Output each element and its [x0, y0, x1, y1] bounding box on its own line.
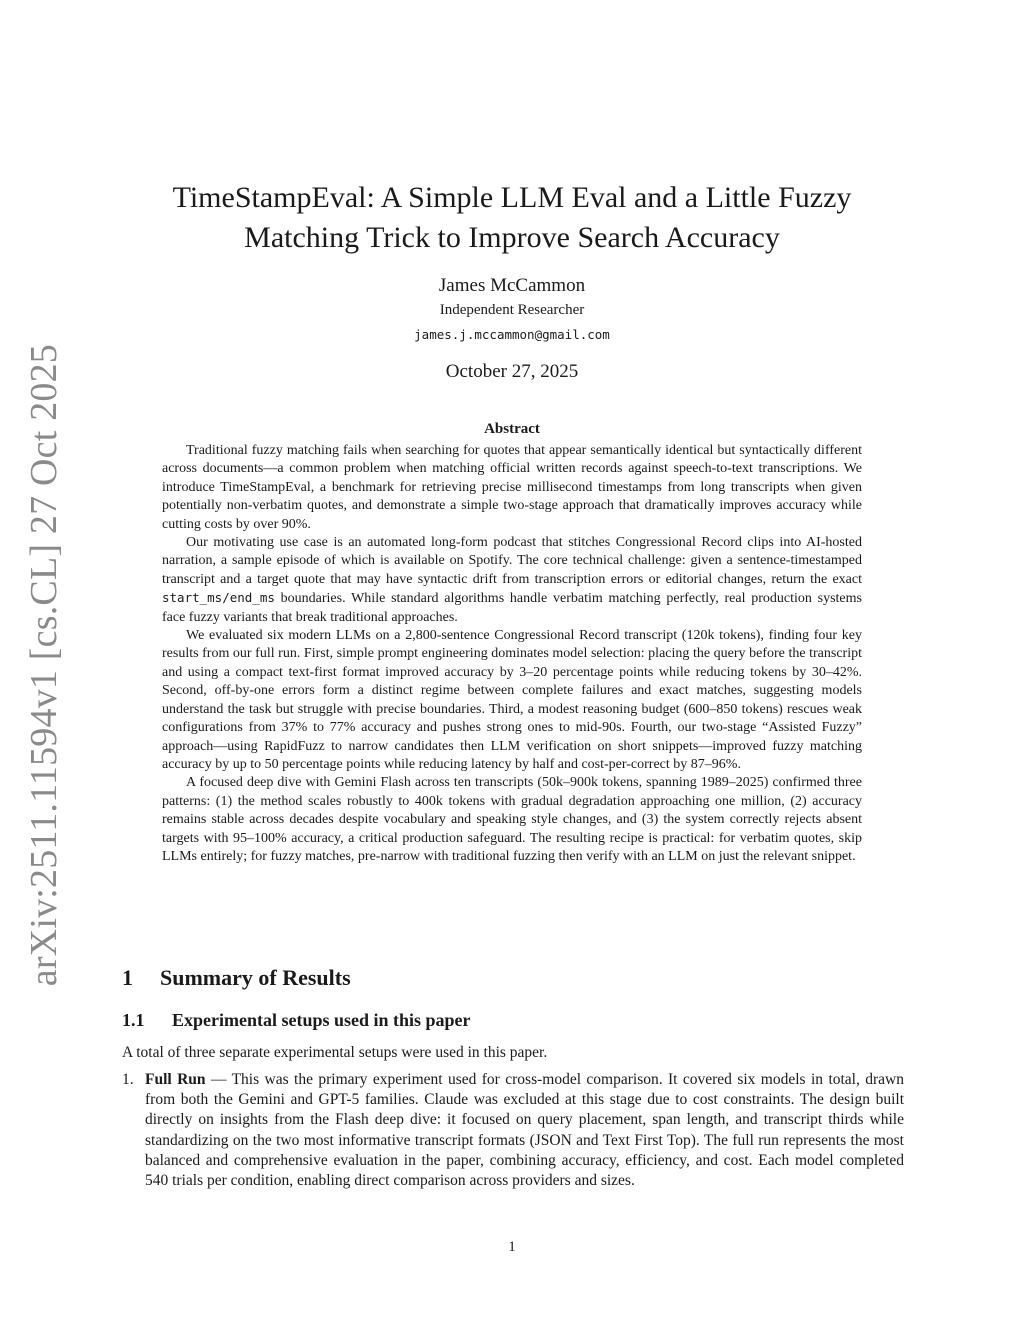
list-item-body: [145, 1070, 904, 1191]
section-heading: [122, 965, 351, 991]
paper-title: TimeStampEval: A Simple LLM Eval and a Little Fuzzy Matching Trick to Improve Search Accuracy: [172, 181, 852, 254]
abstract-body: [162, 442, 862, 866]
list-item-text: — This was the primary experiment used for cross-model comparison. It covered six models in total, drawn from both the Gemini and GPT-5 families. Claude was excluded at this stage due to cost constraints. The design built directly on insights from the Flash deep dive: it focused on query placement, span length, and transcript thirds while standardizing on the two most informative transcript formats (JSON and Text First Top). The full run represents the most balanced and comprehensive evaluation in the paper, combining accuracy, efficiency, and cost. Each model completed 540 trials per condition, enabling direct comparison across providers and sizes.: [145, 1071, 904, 1190]
page-number: 1: [508, 1239, 516, 1255]
arxiv-identifier: [12, 343, 76, 987]
abstract-paragraph: Traditional fuzzy matching fails when searching for quotes that appear semantically identical but syntactically different across documents—a common problem when matching official written records against speech-to-text transcriptions. We introduce TimeStampEval, a benchmark for retrieving precise millisecond timestamps from long transcripts when given potentially non-verbatim quotes, and demonstrate a simple two-stage approach that dramatically improves accuracy while cutting costs by over 90%.: [162, 443, 862, 532]
body-paragraph: A total of three separate experimental setups were used in this paper.: [122, 1044, 548, 1061]
arxiv-identifier-text: arXiv:2511.11594v1 [cs.CL] 27 Oct 2025: [23, 343, 65, 987]
subsection-title: Experimental setups used in this paper: [172, 1010, 471, 1030]
subsection-heading: [122, 1010, 471, 1031]
abstract-paragraph: A focused deep dive with Gemini Flash across ten transcripts (50k–900k tokens, spanning 1989–2025) confirmed three patterns: (1) the method scales robustly to 400k tokens with gradual degradation approaching one million, (2) accuracy remains stable across decades despite vocabulary and speaking style changes, and (3) the system correctly rejects absent targets with 95–100% accuracy, a critical production safeguard. The resulting recipe is practical: for verbatim quotes, skip LLMs entirely; for fuzzy matches, pre-narrow with traditional fuzzing then verify with an LLM on just the relevant snippet.: [162, 775, 862, 864]
author-email: james.j.mccammon@gmail.com: [414, 327, 610, 342]
author-affiliation: Independent Researcher: [439, 302, 585, 318]
abstract-text: Our motivating use case is an automated long-form podcast that stitches Congressional Record clips into AI-hosted narration, a sample episode of which is available on Spotify. The core technical challenge: given a sentence-timestamped transcript and a target quote that may have syntactic drift from transcription errors or editorial changes, return the exact: [162, 535, 862, 587]
author-name: James McCammon: [438, 275, 586, 296]
list-marker: 1.: [122, 1071, 134, 1088]
subsection-number: 1.1: [122, 1010, 145, 1030]
paper-date: October 27, 2025: [445, 361, 579, 382]
abstract-heading: Abstract: [484, 421, 540, 437]
list-item: [122, 1070, 904, 1191]
inline-code: start_ms/end_ms: [162, 590, 275, 606]
section-title: Summary of Results: [160, 965, 351, 990]
abstract-text: boundaries. While standard algorithms handle verbatim matching perfectly, real production systems face fuzzy variants that break traditional approaches.: [162, 591, 862, 625]
abstract-paragraph: [162, 534, 862, 627]
list-item-label: Full Run: [145, 1071, 206, 1088]
section-number: 1: [122, 965, 133, 990]
abstract-paragraph: We evaluated six modern LLMs on a 2,800-sentence Congressional Record transcript (120k tokens), finding four key results from our full run. First, simple prompt engineering dominates model selection: placing the query before the transcript and using a compact text-first format improved accuracy by 3–20 percentage points while reducing tokens by 30–42%. Second, off-by-one errors form a distinct regime between complete failures and exact matches, suggesting models understand the task but struggle with precise boundaries. Third, a modest reasoning budget (600–850 tokens) rescues weak configurations from 37% to 77% accuracy and pushes strong ones to mid-90s. Fourth, our two-stage “Assisted Fuzzy” approach—using RapidFuzz to narrow candidates then LLM verification on short snippets—improved fuzzy matching accuracy by up to 50 percentage points while reducing latency by half and cost-per-correct by 87–96%.: [162, 628, 862, 772]
